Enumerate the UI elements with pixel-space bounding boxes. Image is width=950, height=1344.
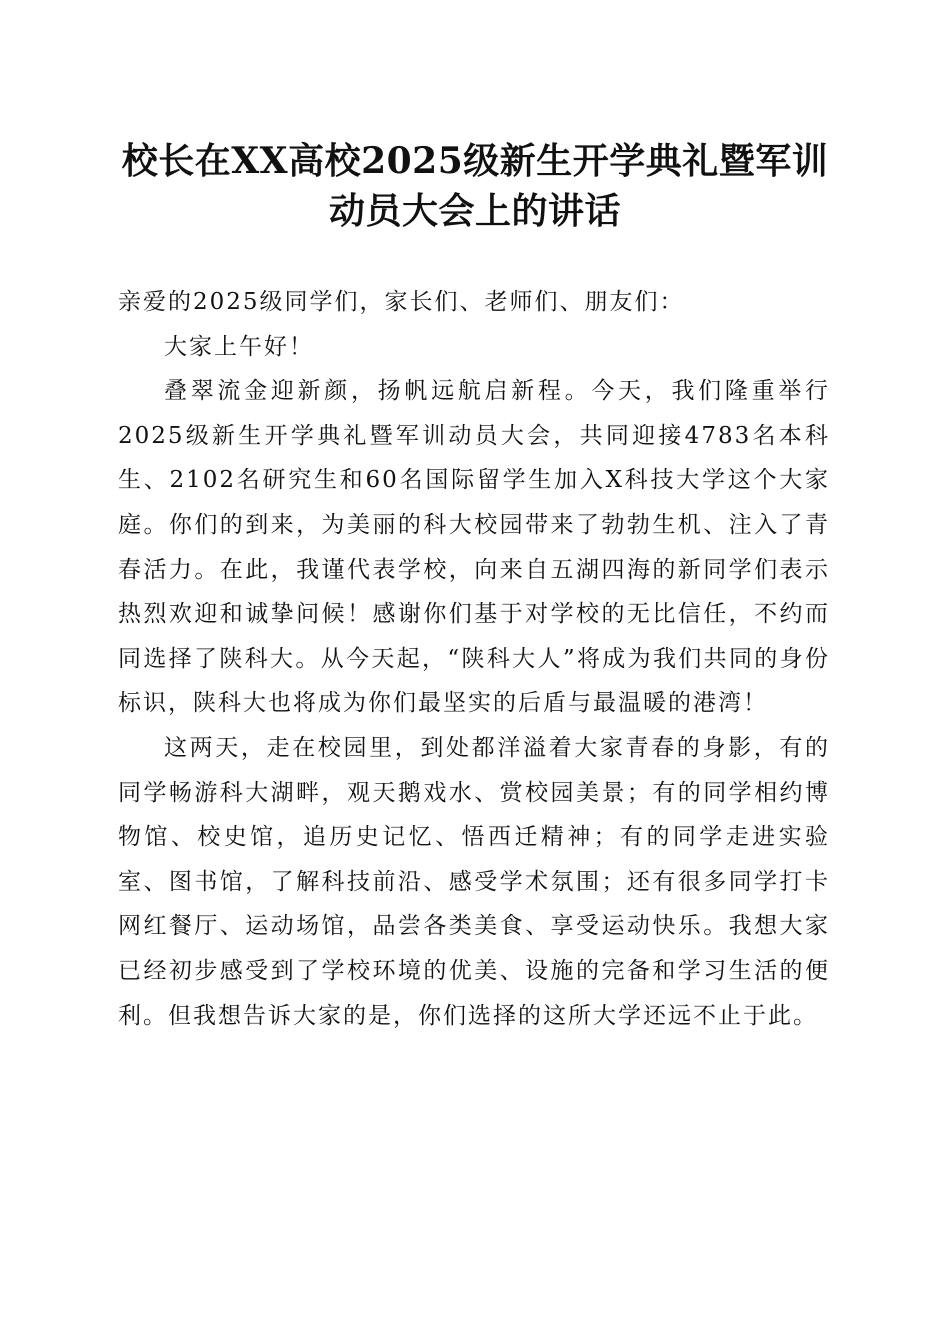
greeting: 大家上午好！ — [164, 333, 314, 360]
title-line-1: 校长在XX高校2025级新生开学典礼暨军训 — [121, 140, 829, 182]
document-body — [118, 280, 830, 1038]
paragraph-1: 叠翠流金迎新颜，扬帆远航启新程。今天，我们隆重举行2025级新生开学典礼暨军训动员大会，共同迎接4783名本科生、2102名研究生和60名国际留学生加入X科技大学这个大家庭。你们的到来，为美丽的科大校园带来了勃勃生机、注入了青春活力。在此，我谨代表学校，向来自五湖四海的新同学们表示热烈欢迎和诚挚问候！感谢你们基于对学校的无比信任，不约而同选择了陕科大。从今天起，“陕科大人”将成为我们共同的身份标识，陕科大也将成为你们最坚实的后盾与最温暖的港湾！ — [118, 378, 830, 717]
paragraph-2: 这两天，走在校园里，到处都洋溢着大家青春的身影，有的同学畅游科大湖畔，观天鹅戏水、赏校园美景；有的同学相约博物馆、校史馆，追历史记忆、悟西迁精神；有的同学走进实验室、图书馆，了解科技前沿、感受学术氛围；还有很多同学打卡网红餐厅、运动场馆，品尝各类美食、享受运动快乐。我想大家已经初步感受到了学校环境的优美、设施的完备和学习生活的便利。但我想告诉大家的是，你们选择的这所大学还远不止于此。 — [118, 734, 830, 1029]
salutation: 亲爱的2025级同学们，家长们、老师们、朋友们： — [118, 289, 685, 315]
title-line-2: 动员大会上的讲话 — [328, 190, 621, 232]
document-title — [80, 136, 870, 236]
